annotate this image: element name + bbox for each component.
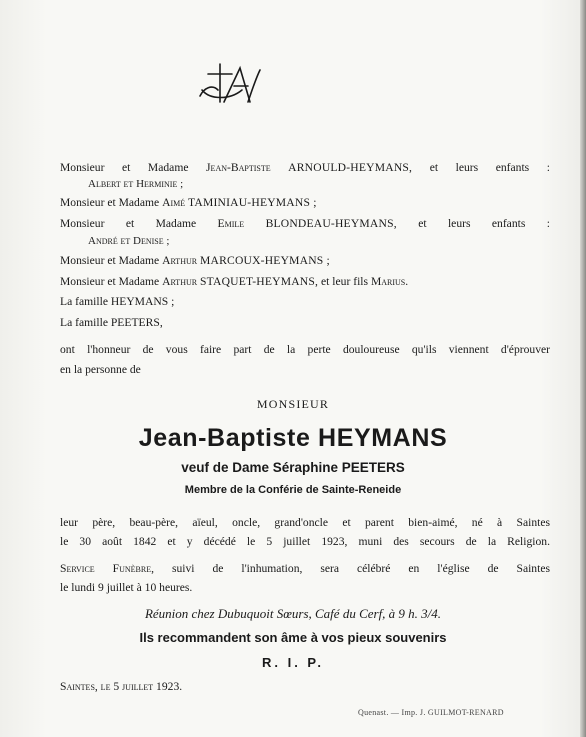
cross-monogram-icon xyxy=(190,60,270,108)
children-line-1: Albert et Herminie ; xyxy=(88,178,184,190)
family-line-1: Monsieur et Madame Jean-Baptiste ARNOULD-HEYMANS, et leurs enfants : xyxy=(60,161,550,174)
member-line: Membre de la Conférie de Sainte-Reneide xyxy=(184,484,402,496)
reunion-line: Réunion chez Dubuquoit Sœurs, Café du Cerf, à 9 h. 3/4. xyxy=(144,606,442,621)
rip-line: R. I. P. xyxy=(261,655,325,670)
family-line-7: La famille PEETERS, xyxy=(60,316,163,329)
announcement-line-2: en la personne de xyxy=(60,363,141,376)
children-line-2: André et Denise ; xyxy=(88,235,170,247)
announcement-line-1: ont l'honneur de vous faire part de la perte douloureuse qu'ils viennent d'éprouver xyxy=(60,343,550,356)
family-line-6: La famille HEYMANS ; xyxy=(60,295,175,308)
title-monsieur: MONSIEUR xyxy=(256,397,330,411)
recommend-line: Ils recommandent son âme à vos pieux souvenirs xyxy=(139,630,447,645)
widower-line: veuf de Dame Séraphine PEETERS xyxy=(181,460,405,475)
page-edge-shadow xyxy=(580,0,586,737)
body-line-2: le 30 août 1842 et y décédé le 5 juillet 1923, muni des secours de la Religion. xyxy=(60,535,550,548)
place-date: Saintes, le 5 juillet 1923. xyxy=(60,680,183,693)
family-line-4: Monsieur et Madame Arthur MARCOUX-HEYMANS ; xyxy=(60,254,330,267)
printer-credit: Quenast. — Imp. J. GUILMOT-RENARD xyxy=(358,708,504,717)
family-line-3: Monsieur et Madame Emile BLONDEAU-HEYMANS, et leurs enfants : xyxy=(60,217,550,230)
service-line-2: le lundi 9 juillet à 10 heures. xyxy=(60,581,193,594)
family-line-5: Monsieur et Madame Arthur STAQUET-HEYMANS, et leur fils Marius. xyxy=(60,275,409,288)
family-line-2: Monsieur et Madame Aimé TAMINIAU-HEYMANS ; xyxy=(60,196,317,209)
service-line-1: Service Funèbre, suivi de l'inhumation, sera célébré en l'église de Saintes xyxy=(60,562,550,575)
body-line-1: leur père, beau-père, aïeul, oncle, grand'oncle et parent bien-aimé, né à Saintes xyxy=(60,516,550,529)
deceased-name: Jean-Baptiste HEYMANS xyxy=(138,424,448,452)
